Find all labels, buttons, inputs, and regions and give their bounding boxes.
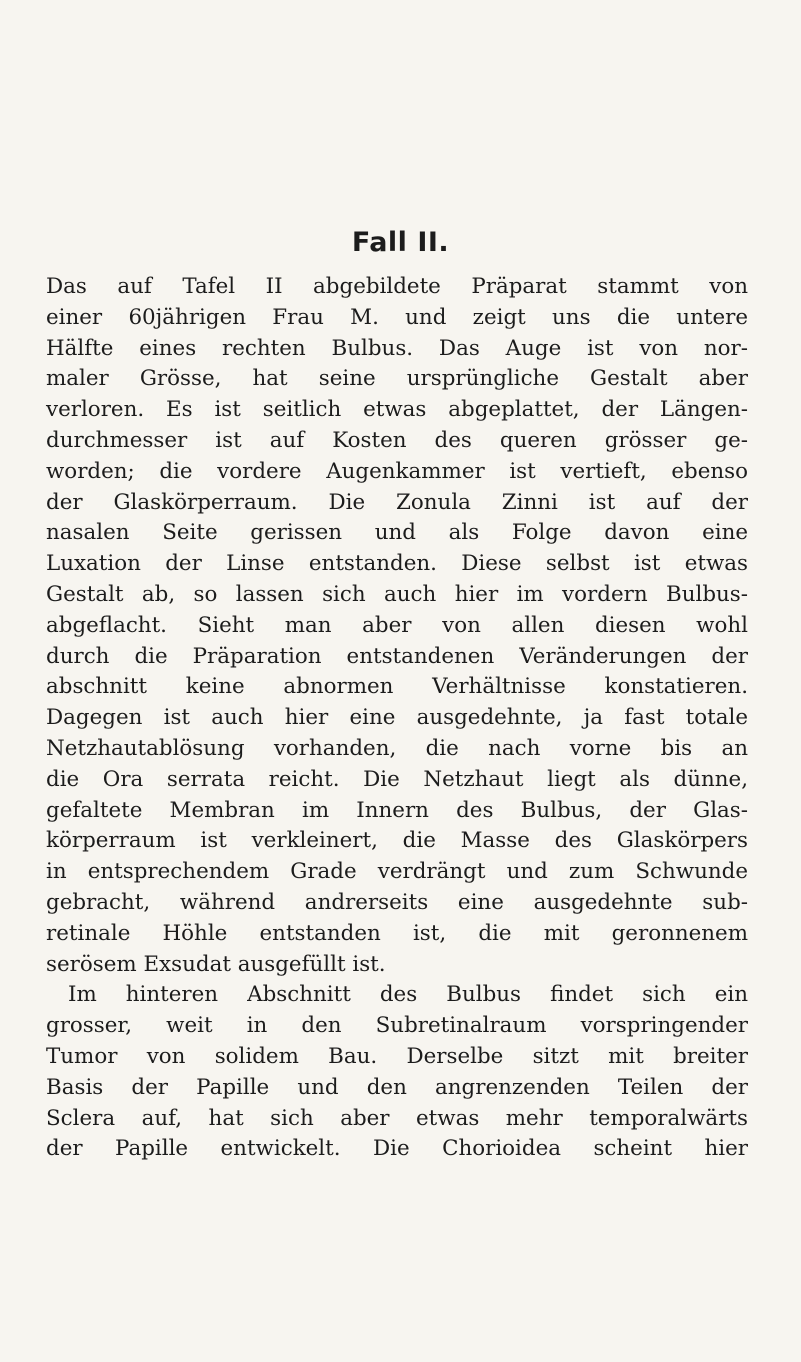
text-line: gefaltete Membran im Innern des Bulbus, der Glas- (46, 797, 748, 823)
text-line: nasalen Seite gerissen und als Folge davon eine (46, 520, 748, 546)
text-line: einer 60jährigen Frau M. und zeigt uns die untere (46, 304, 748, 330)
text-line: Dagegen ist auch hier eine ausgedehnte, ja fast totale (46, 705, 748, 731)
text-line: Netzhautablösung vorhanden, die nach vorne bis an (46, 735, 748, 761)
text-line: abschnitt keine abnormen Verhältnisse konstatieren. (46, 674, 748, 700)
text-line: Hälfte eines rechten Bulbus. Das Auge ist von nor- (46, 335, 748, 361)
text-line: verloren. Es ist seitlich etwas abgeplattet, der Längen- (46, 397, 748, 423)
text-line: Basis der Papille und den angrenzenden Teilen der (46, 1074, 748, 1100)
text-line: Das auf Tafel II abgebildete Präparat stammt von (46, 274, 748, 299)
text-line: grosser, weit in den Subretinalraum vorspringender (46, 1013, 748, 1039)
section-heading: Fall II. (351, 227, 450, 258)
text-line: abgeflacht. Sieht man aber von allen diesen wohl (46, 612, 748, 638)
text-line: in entsprechendem Grade verdrängt und zum Schwunde (46, 859, 748, 885)
text-line: der Papille entwickelt. Die Chorioidea scheint hier (46, 1136, 748, 1162)
text-line: gebracht, während andrerseits eine ausgedehnte sub- (46, 889, 748, 915)
text-line: körperraum ist verkleinert, die Masse des Glaskörpers (46, 828, 748, 854)
text-line: Im hinteren Abschnitt des Bulbus findet sich ein (68, 982, 748, 1008)
text-line: durch die Präparation entstandenen Veränderungen der (46, 643, 748, 669)
body-text (46, 272, 748, 1165)
text-line: Luxation der Linse entstanden. Diese selbst ist etwas (46, 551, 748, 577)
text-line: Gestalt ab, so lassen sich auch hier im vordern Bulbus- (46, 581, 748, 607)
text-line: der Glaskörperraum. Die Zonula Zinni ist auf der (46, 489, 748, 515)
text-line: serösem Exsudat ausgefüllt ist. (46, 951, 386, 977)
text-line: maler Grösse, hat seine ursprüngliche Gestalt aber (46, 366, 748, 392)
text-line: worden; die vordere Augenkammer ist vertieft, ebenso (46, 458, 748, 484)
text-line: Sclera auf, hat sich aber etwas mehr temporalwärts (46, 1105, 748, 1131)
text-line: durchmesser ist auf Kosten des queren grösser ge- (46, 427, 748, 453)
text-line: Tumor von solidem Bau. Derselbe sitzt mit breiter (46, 1043, 748, 1069)
text-line: die Ora serrata reicht. Die Netzhaut liegt als dünne, (46, 766, 748, 792)
text-line: retinale Höhle entstanden ist, die mit geronnenem (46, 920, 748, 946)
